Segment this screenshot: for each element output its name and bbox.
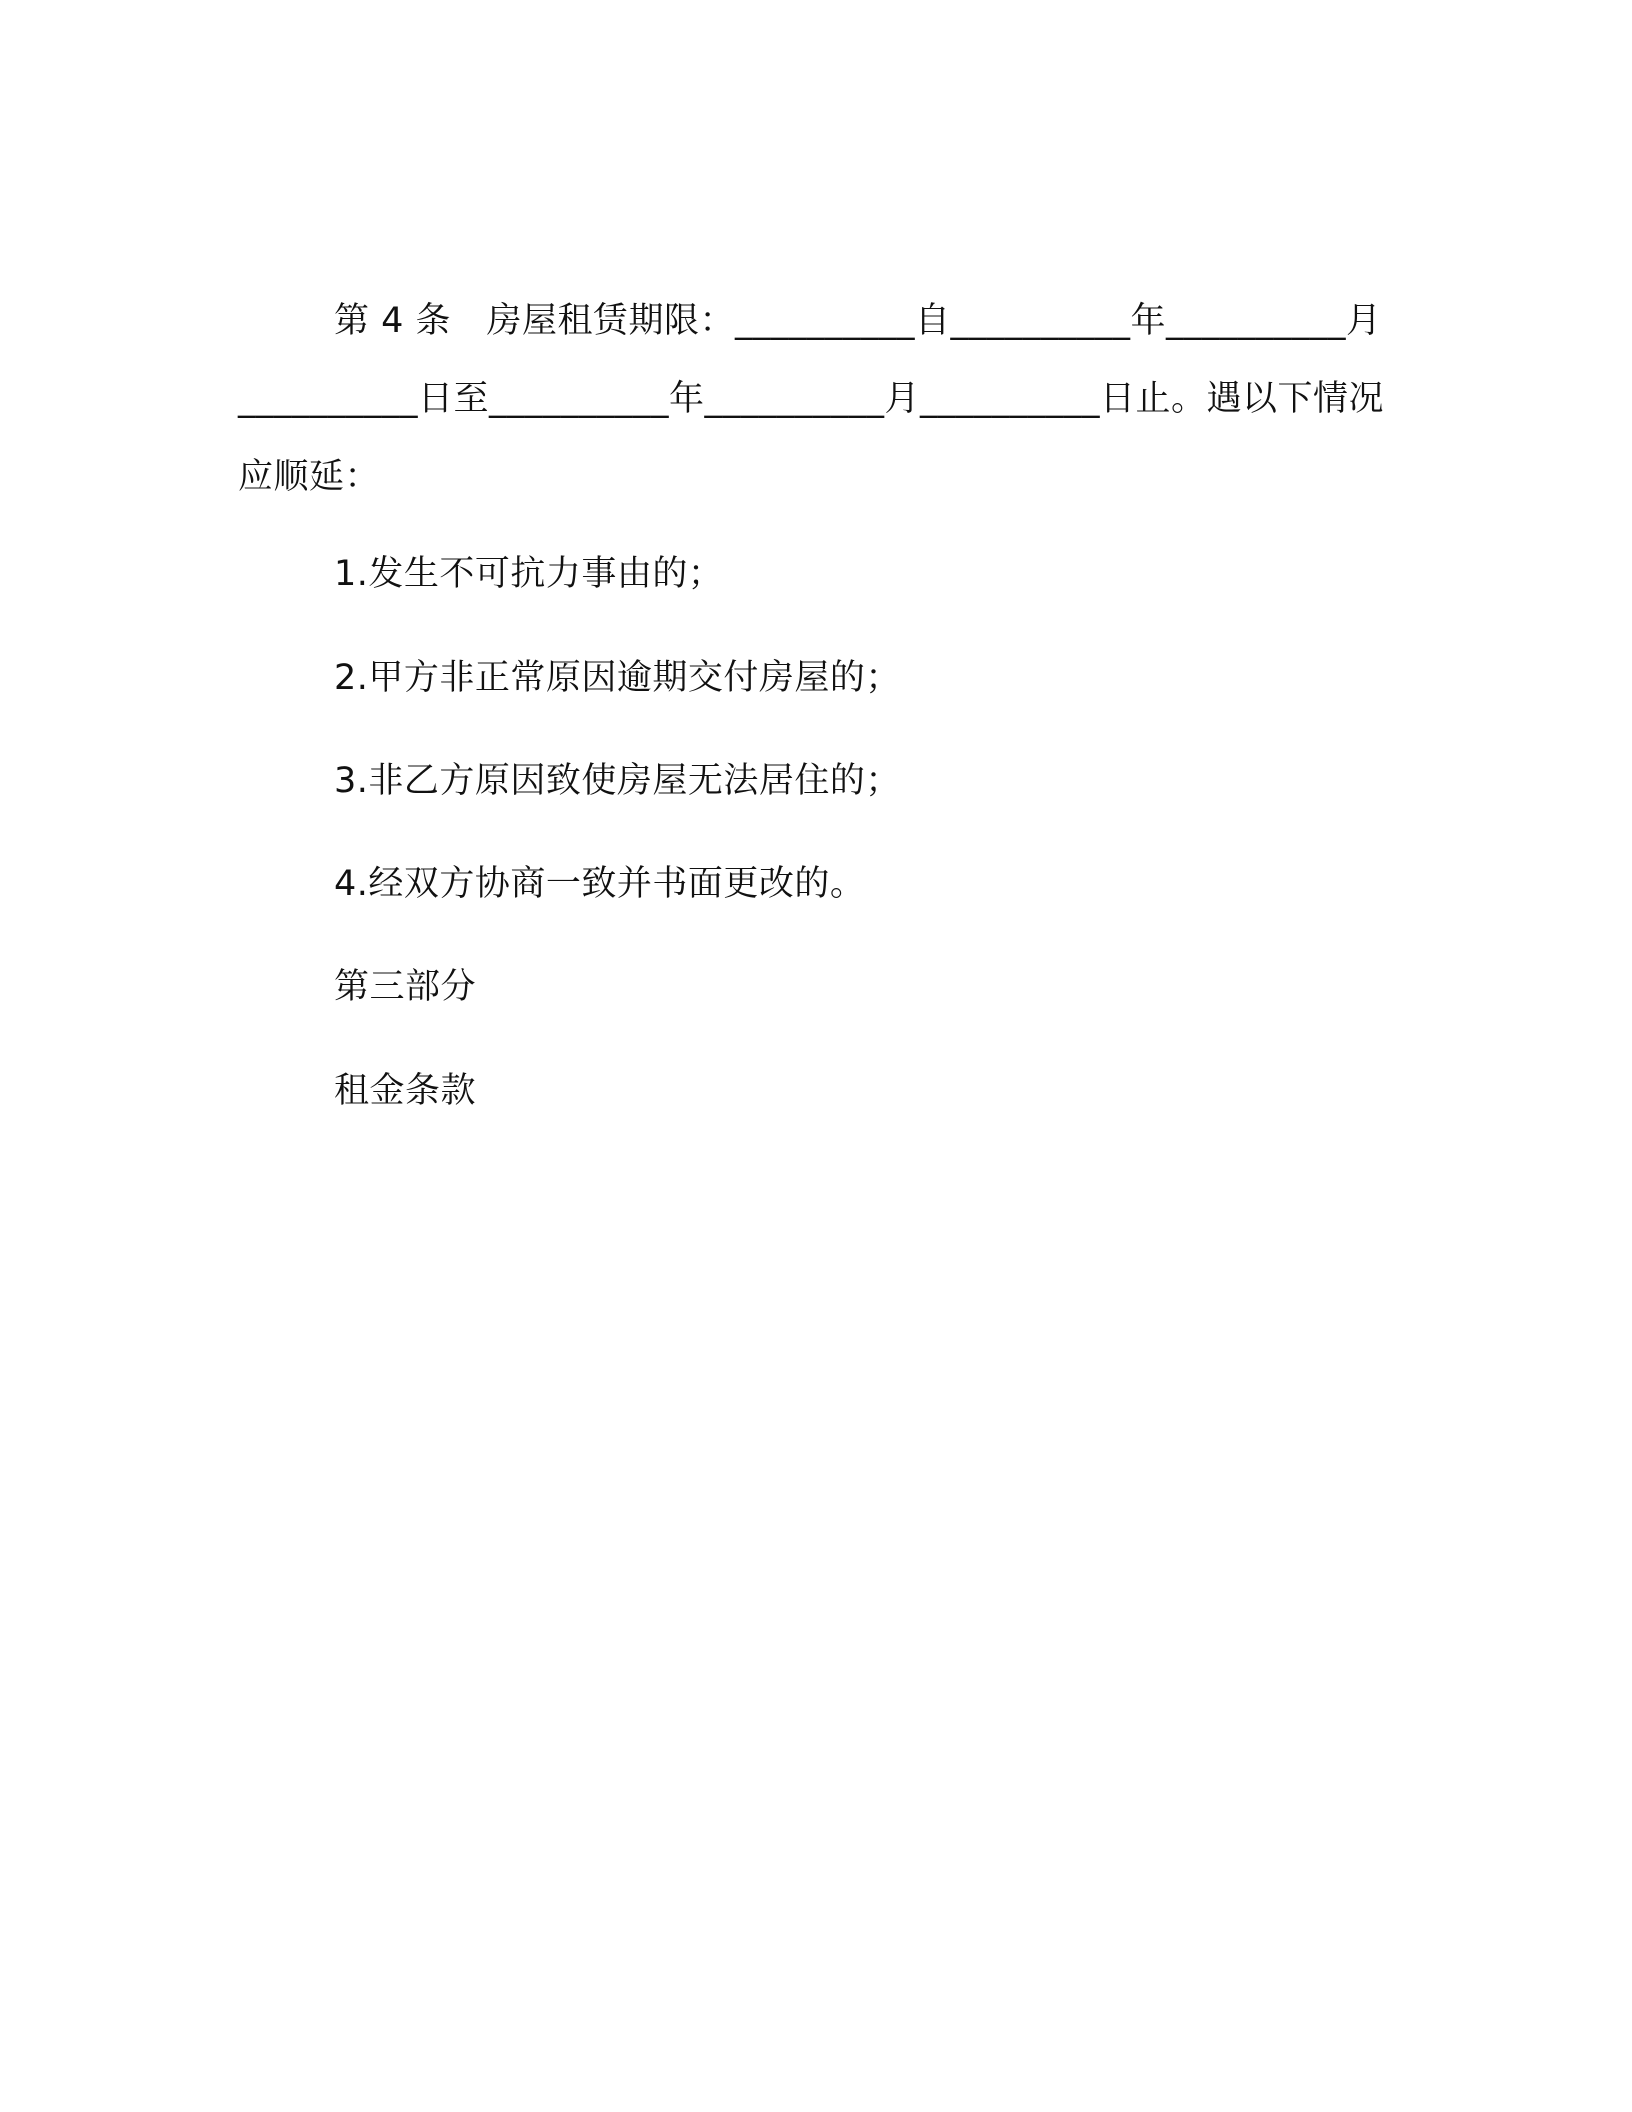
extension-condition-1: 1.发生不可抗力事由的； [334, 554, 724, 594]
extension-condition-2: 2.甲方非正常原因逾期交付房屋的； [334, 658, 901, 698]
part-heading: 第三部分 [334, 967, 477, 1007]
part-title: 租金条款 [334, 1071, 477, 1111]
extension-condition-3: 3.非乙方原因致使房屋无法居住的； [334, 761, 901, 801]
article-4-lease-term: 第 4 条 房屋租赁期限：__________自__________年__________月__________日至__________年__________月__________日止。遇以下情况应顺延： [238, 301, 1385, 497]
extension-condition-4: 4.经双方协商一致并书面更改的。 [334, 864, 866, 904]
